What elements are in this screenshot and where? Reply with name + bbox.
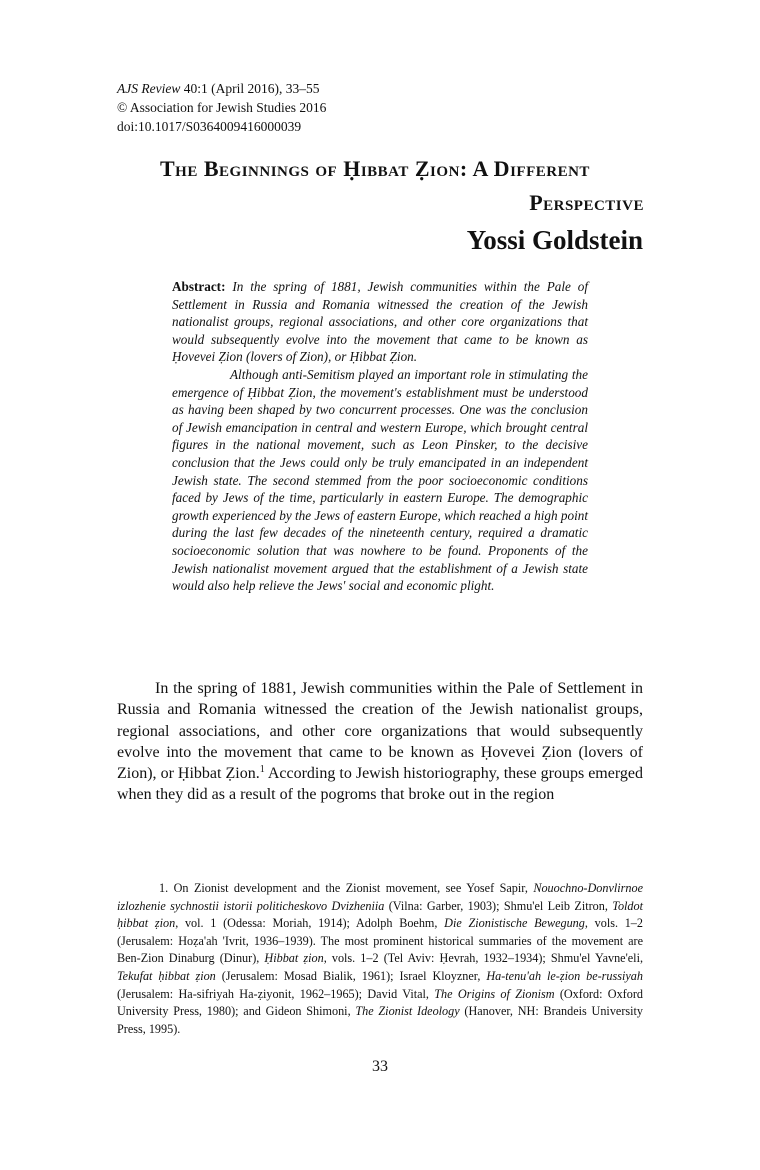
footnote-text: 1. On Zionist development and the Zionist movement, see Yosef Sapir, [159,881,534,895]
journal-name: AJS Review [117,81,181,96]
title-line-1: The Beginnings of Ḥibbat Ẓion: A Different [160,156,590,181]
citation-header [117,79,326,136]
footnote-1 [117,880,643,1038]
copyright-line: © Association for Jewish Studies 2016 [117,100,327,115]
abstract-paragraph-2: Although anti-Semitism played an important role in stimulating the emergence of Ḥibbat Ẓion, the movement's establishment must be understood as having been shaped by two concurrent processes. One was the conclusion of Jewish emancipation in central and western Europe, which brought central figures in the national movement, such as Leon Pinsker, to the decisive conclusion that the Jews could only be truly emancipated in an independent Jewish state. The second stemmed from the poor socioeconomic conditions faced by Jews of the time, particularly in eastern Europe. The demographic growth experienced by the Jews of eastern Europe, which reached a high point during the last few decades of the nineteenth century, required a dramatic socioeconomic solution that was nowhere to be found. Proponents of the Jewish nationalist movement argued that the establishment of a Jewish state would also help relieve the Jews' social and economic plight. [172,366,588,594]
footnote-text: , vol. 1 (Odessa: Moriah, 1914); Adolph Boehm, [175,916,445,931]
issue-info: 40:1 (April 2016), 33–55 [180,81,320,96]
footnote-title: Nouochno-Donvlirnoe izlozhenie sychnostii istorii politicheskovo Dvizheniia [117,881,643,913]
abstract-paragraph-1 [172,278,588,366]
title-line-2: Perspective [529,190,644,215]
page-number: 33 [372,1058,388,1075]
footnotes [117,880,643,1038]
body-text [117,678,643,806]
article-title [160,152,644,220]
footnote-title: Die Zionistische Bewegung [444,916,585,931]
footnote-text: (Vilna: Garber, 1903); Shmu'el Leib Zitron, [384,898,613,913]
footnote-text: (Oxford: Oxford University Press, 1980); and Gideon Shimoni, [117,986,643,1019]
journal-issue-line [117,79,326,98]
footnote-text: (Jerusalem: Ha-sifriyah Ha-ẓiyonit, 1962–1965); David Vital, [117,986,435,1001]
doi-line: doi:10.1017/S0364009416000039 [117,119,302,134]
footnote-title: The Origins of Zionism [434,986,555,1001]
footnote-title: Ha-tenu'ah le-ẓion be-russiyah [486,968,643,983]
footnote-title: Ḥibbat ẓion [264,951,324,966]
footnote-text: , vols. 1–2 (Jerusalem: Hoẓa'ah 'Ivrit, 1936–1939). The most prominent historical summaries of the movement are Ben-Zion Dinaburg (Dinur), [117,916,643,966]
body-text-after-note: According to Jewish historiography, these groups emerged when they did as a result of the pogroms that broke out in the region [117,765,643,804]
footnote-text: , vols. 1–2 (Tel Aviv: Ḥevrah, 1932–1934); Shmu'el Yavne'eli, [323,951,644,966]
author-name: Yossi Goldstein [466,225,643,255]
footnote-title: Toldot ḥibbat ẓion [117,898,644,931]
body-paragraph-1 [117,678,643,806]
abstract [172,278,588,595]
body-text-before-note: In the spring of 1881, Jewish communities within the Pale of Settlement in Russia and Romania witnessed the creation of the Jewish nationalist groups, regional associations, and other core organizations that would subsequently evolve into the movement that came to be known as Ḥovevei Ẓion (lovers of Zion), or Ḥibbat Ẓion. [117,680,643,783]
footnote-text: (Jerusalem: Mosad Bialik, 1961); Israel Kloyzner, [215,968,487,983]
footnote-text: (Hanover, NH: Brandeis University Press, 1995). [117,1004,643,1036]
footnote-title: The Zionist Ideology [355,1004,460,1019]
abstract-text-1: In the spring of 1881, Jewish communities within the Pale of Settlement in Russia and Romania witnessed the creation of the Jewish nationalist groups, regional associations, and other core organizations that would subsequently evolve into the movement that came to be known as Ḥovevei Ẓion (lovers of Zion), or Ḥibbat Ẓion. [172,279,588,365]
footnote-title: Tekufat ḥibbat ẓion [117,968,216,983]
footnote-reference[interactable]: 1 [259,764,265,776]
abstract-label: Abstract: [172,279,226,294]
